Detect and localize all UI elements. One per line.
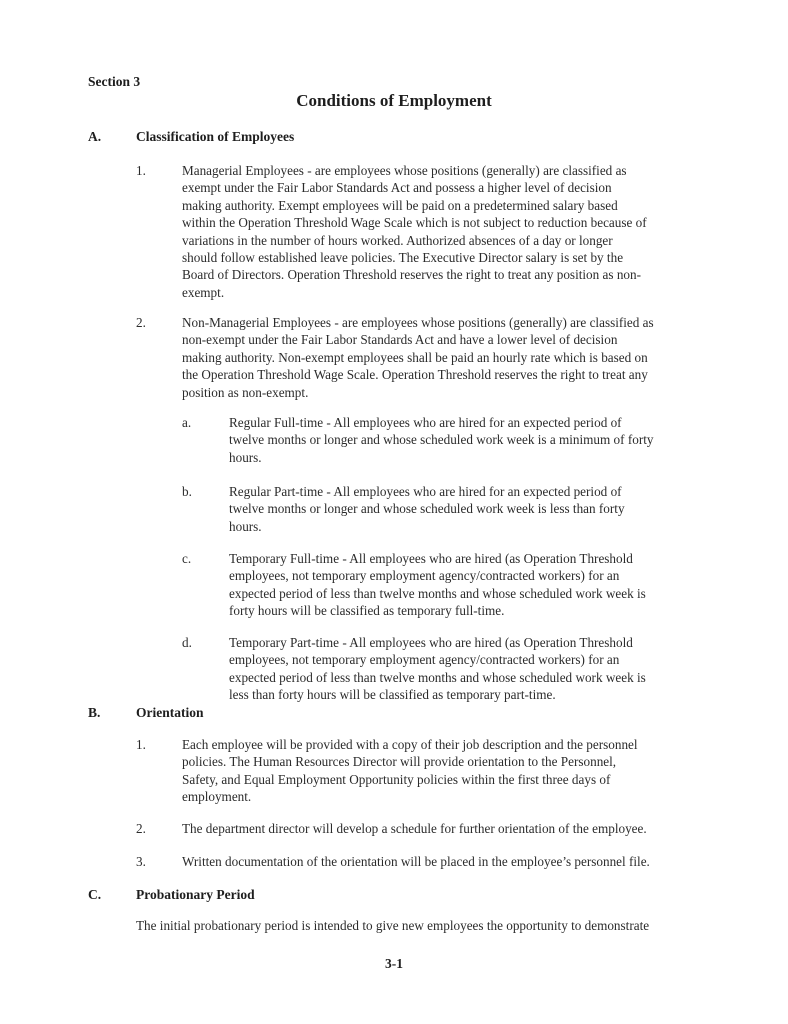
section-a-title: Classification of Employees: [136, 129, 295, 144]
text-line: twelve months or longer and whose scheduled work week is a minimum of forty: [229, 432, 654, 448]
text-line: employment.: [182, 789, 252, 805]
text-line: non-exempt under the Fair Labor Standards Act and have a lower level of decision: [182, 332, 618, 348]
page-title: Conditions of Employment: [296, 91, 492, 110]
text-line: variations in the number of hours worked. Authorized absences of a day or longer: [182, 232, 613, 248]
text-line: Non-Managerial Employees - are employees whose positions (generally) are classified as: [182, 315, 654, 330]
text-line: expected period of less than twelve months and whose scheduled work week is: [229, 585, 646, 601]
text-line: Board of Directors. Operation Threshold reserves the right to treat any position as non-: [182, 267, 641, 283]
text-line: Temporary Part-time - All employees who are hired (as Operation Threshold: [229, 635, 633, 650]
text-line: the Operation Threshold Wage Scale. Operation Threshold reserves the right to treat any: [182, 367, 648, 383]
paragraph-managerial-employees: [182, 162, 722, 301]
subitem-letter: b.: [182, 484, 192, 499]
subitem-letter: d.: [182, 635, 192, 650]
text-line: policies. The Human Resources Director will provide orientation to the Personnel,: [182, 754, 617, 770]
text-line: Temporary Full-time - All employees who are hired (as Operation Threshold: [229, 551, 633, 566]
text-line: making authority. Non-exempt employees shall be paid an hourly rate which is based on: [182, 349, 648, 365]
item-number: 3.: [136, 854, 146, 869]
text-line: hours.: [229, 449, 262, 465]
text-line: employees, not temporary employment agency/contracted workers) for an: [229, 568, 620, 584]
paragraph-probationary-period: The initial probationary period is intended to give new employees the opportunity to demonstrate: [136, 918, 650, 933]
section-b-title: Orientation: [136, 705, 204, 720]
item-number: 2.: [136, 821, 146, 836]
paragraph-orientation-documentation: [182, 853, 722, 870]
subparagraph-temporary-full-time: [229, 550, 699, 620]
page-number: 3-1: [385, 956, 403, 971]
section-c-letter: C.: [88, 887, 102, 902]
text-line: making authority. Exempt employees will be paid on a predetermined salary based: [182, 197, 618, 213]
subparagraph-regular-full-time: [229, 414, 699, 466]
item-number: 2.: [136, 315, 146, 330]
text-line: Written documentation of the orientation will be placed in the employee’s personnel file.: [182, 854, 650, 869]
text-line: position as non-exempt.: [182, 384, 309, 400]
text-line: employees, not temporary employment agency/contracted workers) for an: [229, 652, 620, 668]
text-line: forty hours will be classified as temporary full-time.: [229, 603, 505, 619]
paragraph-non-managerial-employees: [182, 314, 722, 401]
text-line: The department director will develop a schedule for further orientation of the employee.: [182, 821, 647, 836]
text-line: Regular Full-time - All employees who are hired for an expected period of: [229, 415, 622, 430]
text-line: Each employee will be provided with a copy of their job description and the personnel: [182, 737, 638, 752]
section-a-letter: A.: [88, 129, 102, 144]
text-line: twelve months or longer and whose scheduled work week is less than forty: [229, 501, 625, 517]
text-line: Safety, and Equal Employment Opportunity policies within the first three days of: [182, 771, 611, 787]
section-b-letter: B.: [88, 705, 101, 720]
text-line: hours.: [229, 518, 262, 534]
section-label: Section 3: [88, 74, 141, 89]
subparagraph-regular-part-time: [229, 483, 699, 535]
subparagraph-temporary-part-time: [229, 634, 699, 704]
paragraph-orientation-job-description: [182, 736, 722, 806]
text-line: less than forty hours will be classified as temporary part-time.: [229, 687, 556, 703]
section-c-title: Probationary Period: [136, 887, 255, 902]
text-line: Managerial Employees - are employees whose positions (generally) are classified as: [182, 163, 627, 178]
text-line: expected period of less than twelve months and whose scheduled work week is: [229, 669, 646, 685]
item-number: 1.: [136, 163, 146, 178]
text-line: exempt.: [182, 284, 225, 300]
text-line: exempt under the Fair Labor Standards Act and possess a higher level of decision: [182, 180, 612, 196]
item-number: 1.: [136, 737, 146, 752]
text-line: Regular Part-time - All employees who are hired for an expected period of: [229, 484, 622, 499]
paragraph-orientation-schedule: [182, 820, 722, 837]
text-line: within the Operation Threshold Wage Scale which is not subject to reduction because of: [182, 215, 647, 231]
subitem-letter: a.: [182, 415, 192, 430]
text-line: should follow established leave policies. The Executive Director salary is set by the: [182, 250, 624, 266]
subitem-letter: c.: [182, 551, 192, 566]
